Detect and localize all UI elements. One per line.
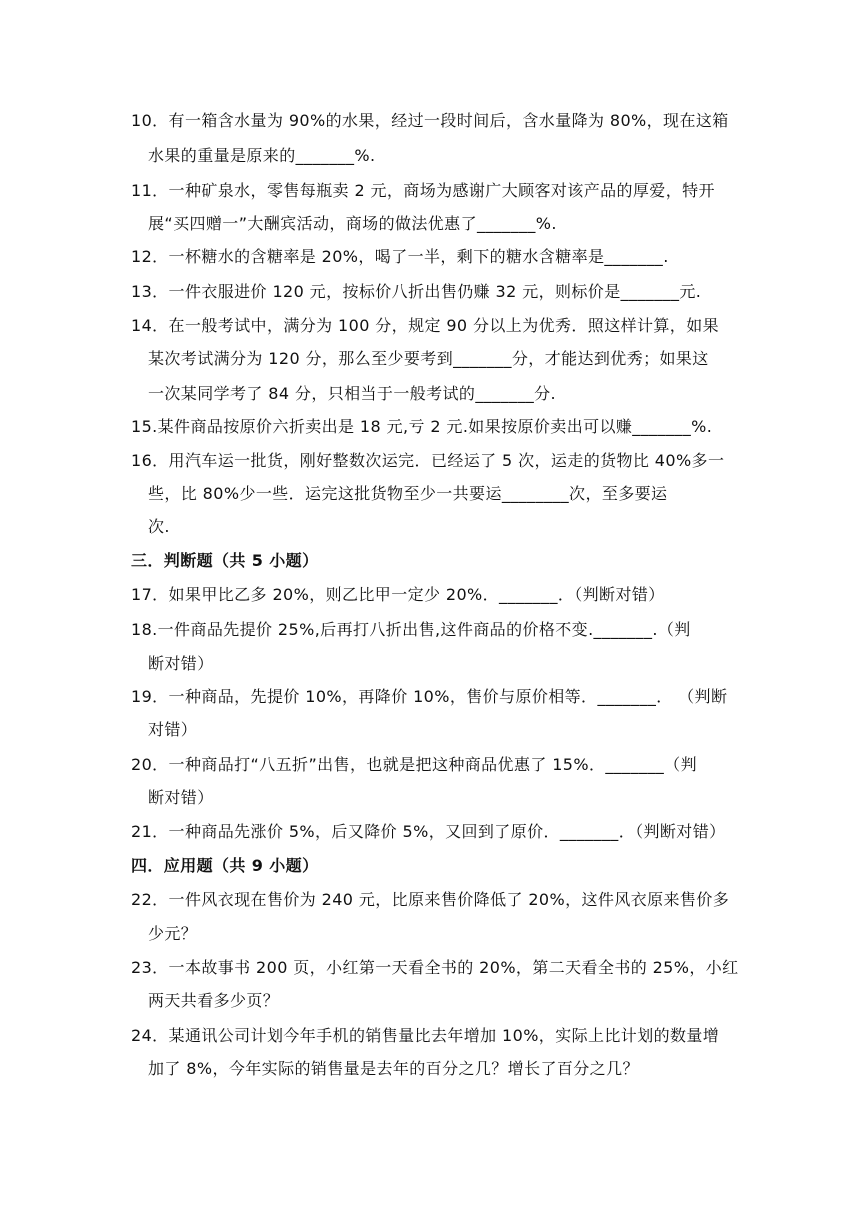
question-24-line-2: 加了 8%，今年实际的销售量是去年的百分之几？增长了百分之几？ [148, 1059, 639, 1078]
question-22-line-2: 少元？ [148, 924, 198, 943]
question-23-line-1: 23．一本故事书 200 页，小红第一天看全书的 20%，第二天看全书的 25%，小红 [131, 958, 739, 977]
question-18-line-2: 断对错） [148, 654, 214, 673]
question-22-line-1: 22．一件风衣现在售价为 240 元，比原来售价降低了 20%，这件风衣原来售价多 [131, 890, 730, 909]
section-3-heading: 三．判断题（共 5 小题） [131, 551, 319, 570]
question-14-line-1: 14．在一般考试中，满分为 100 分，规定 90 分以上为优秀．照这样计算，如果 [131, 316, 720, 335]
question-14-line-3: 一次某同学考了 84 分，只相当于一般考试的_______分. [148, 384, 557, 403]
question-16-line-2: 些，比 80%少一些．运完这批货物至少一共要运________次，至多要运 [148, 484, 668, 503]
question-15: 15.某件商品按原价六折卖出是 18 元,亏 2 元.如果按原价卖出可以赚_______%. [131, 417, 713, 436]
question-10-line-2: 水果的重量是原来的_______%. [148, 146, 376, 165]
question-12: 12．一杯糖水的含糖率是 20%，喝了一半，剩下的糖水含糖率是_______. [131, 247, 669, 266]
question-16-line-1: 16．用汽车运一批货，刚好整数次运完．已经运了 5 次，运走的货物比 40%多一 [131, 451, 725, 470]
question-18-line-1: 18.一件商品先提价 25%,后再打八折出售,这件商品的价格不变._______.（判 [131, 620, 691, 639]
question-11-line-2: 展“买四赠一”大酬宾活动，商场的做法优惠了_______%. [148, 214, 557, 233]
section-4-heading: 四．应用题（共 9 小题） [131, 856, 319, 875]
question-23-line-2: 两天共看多少页？ [148, 991, 280, 1010]
question-20-line-1: 20．一种商品打“八五折”出售，也就是把这种商品优惠了 15%．_______（判 [131, 755, 697, 774]
question-16-line-3: 次. [148, 517, 170, 536]
question-19-line-1: 19．一种商品，先提价 10%，再降价 10%，售价与原价相等．_______． （判断 [131, 687, 728, 706]
question-20-line-2: 断对错） [148, 788, 214, 807]
question-10-line-1: 10．有一箱含水量为 90%的水果，经过一段时间后，含水量降为 80%，现在这箱 [131, 111, 729, 130]
question-17: 17．如果甲比乙多 20%，则乙比甲一定少 20%．_______．（判断对错） [131, 585, 665, 604]
question-14-line-2: 某次考试满分为 120 分，那么至少要考到_______分，才能达到优秀；如果这 [148, 349, 709, 368]
question-19-line-2: 对错） [148, 720, 198, 739]
question-13: 13．一件衣服进价 120 元，按标价八折出售仍赚 32 元，则标价是_______元. [131, 282, 702, 301]
question-11-line-1: 11．一种矿泉水，零售每瓶卖 2 元，商场为感谢广大顾客对该产品的厚爱，特开 [131, 181, 715, 200]
question-21: 21．一种商品先涨价 5%，后又降价 5%，又回到了原价．_______．（判断对错） [131, 822, 726, 841]
question-24-line-1: 24．某通讯公司计划今年手机的销售量比去年增加 10%，实际上比计划的数量增 [131, 1026, 720, 1045]
